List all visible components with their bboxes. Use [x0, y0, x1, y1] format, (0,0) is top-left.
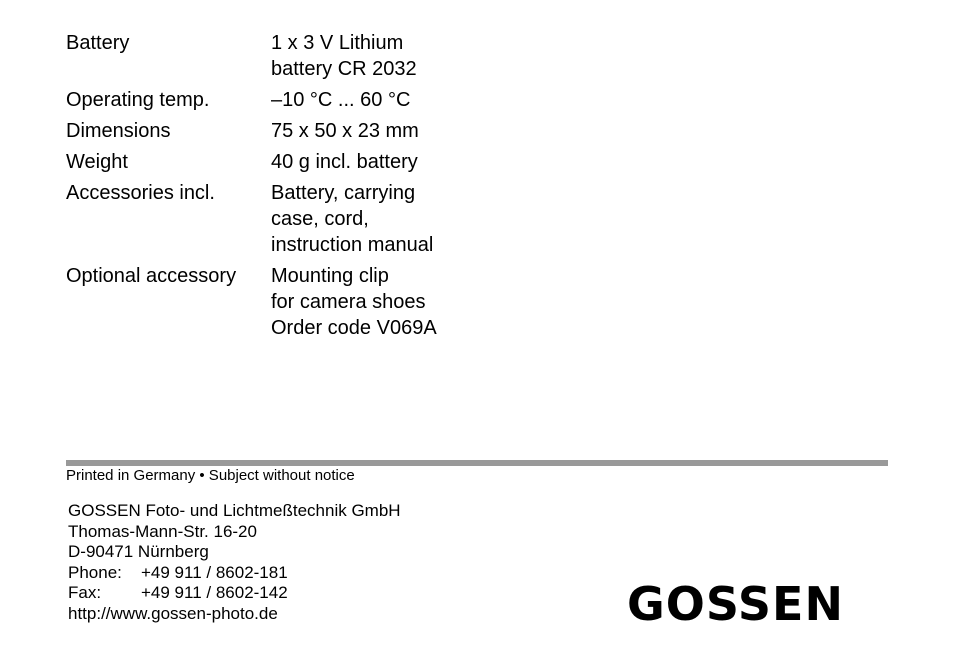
spec-row [66, 87, 437, 113]
divider-rule [66, 460, 888, 466]
spec-value-line: for camera shoes [271, 291, 426, 313]
spec-value-line: Battery, carrying [271, 182, 416, 204]
spec-value [271, 87, 410, 113]
spec-value-line: 75 x 50 x 23 mm [271, 120, 419, 142]
phone-row [68, 563, 401, 584]
city-address: D-90471 Nürnberg [68, 542, 209, 562]
spec-value-line: 40 g incl. battery [271, 151, 418, 173]
fax-row [68, 583, 401, 604]
spec-value-line: Order code V069A [271, 317, 437, 339]
spec-row [66, 180, 437, 258]
gossen-logo: GOSSEN [627, 577, 844, 631]
spec-value [271, 118, 419, 144]
spec-value [271, 263, 437, 341]
spec-row [66, 263, 437, 341]
spec-value-line: –10 °C ... 60 °C [271, 89, 411, 111]
phone-label: Phone: [68, 562, 122, 582]
website-url: http://www.gossen-photo.de [68, 603, 278, 623]
spec-value [271, 180, 433, 258]
spec-table [66, 30, 437, 346]
spec-value-line: battery CR 2032 [271, 58, 417, 80]
spec-label: Battery [66, 32, 130, 54]
fax-label: Fax: [68, 583, 102, 603]
spec-row [66, 149, 437, 175]
spec-value [271, 149, 418, 175]
spec-label: Optional accessory [66, 265, 237, 287]
spec-label: Dimensions [66, 120, 171, 142]
spec-row [66, 30, 437, 82]
footer-note: Printed in Germany • Subject without notice [66, 467, 355, 484]
spec-label: Accessories incl. [66, 182, 215, 204]
phone-number: +49 911 / 8602-181 [141, 562, 288, 582]
spec-label: Operating temp. [66, 89, 210, 111]
fax-number: +49 911 / 8602-142 [141, 583, 288, 603]
spec-value-line: Mounting clip [271, 265, 389, 287]
company-name: GOSSEN Foto- und Lichtmeßtechnik GmbH [68, 501, 401, 520]
spec-label: Weight [66, 151, 128, 173]
spec-value-line: 1 x 3 V Lithium [271, 32, 404, 54]
spec-row [66, 118, 437, 144]
street-address: Thomas-Mann-Str. 16-20 [68, 521, 257, 541]
spec-value [271, 30, 417, 82]
spec-value-line: case, cord, [271, 208, 369, 230]
company-address [68, 501, 401, 625]
spec-value-line: instruction manual [271, 234, 434, 256]
